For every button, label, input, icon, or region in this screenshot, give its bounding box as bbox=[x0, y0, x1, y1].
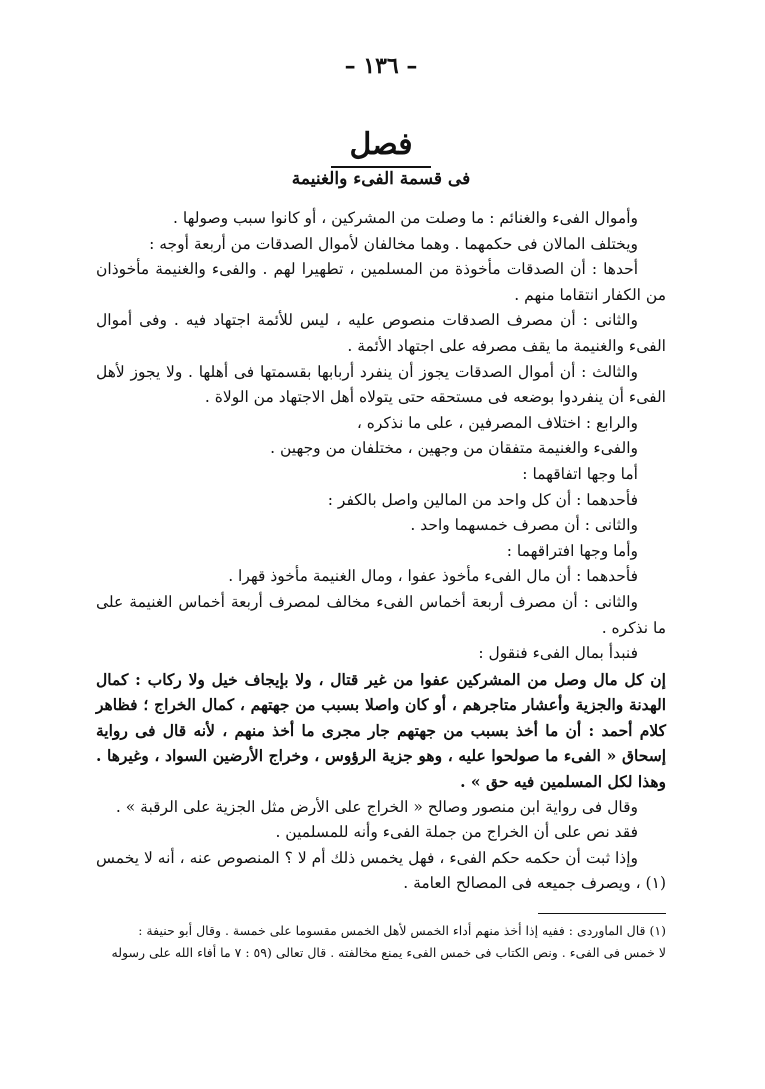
chapter-title bbox=[96, 126, 666, 164]
paragraph: فأحدهما : أن مال الفىء مأخوذ عفوا ، ومال الغنيمة مأخوذ قهرا . bbox=[228, 567, 638, 586]
paragraph: أحدها : أن الصدقات مأخوذة من المسلمين ، تطهيرا لهم . والفىء والغنيمة مأخوذان من الكفار انتقاما منهم . bbox=[96, 260, 666, 304]
paragraph: والثالث : أن أموال الصدقات يجوز أن ينفرد أربابها بقسمتها فى أهلها . ولا يجوز لأهل الفىء أن ينفردوا بوضعه فى مستحقه حتى يتولاه أهل الاجتهاد من الولاة . bbox=[96, 362, 666, 407]
paragraph: والرابع : اختلاف المصرفين ، على ما نذكره ، bbox=[356, 413, 638, 432]
paragraph: وقال فى رواية ابن منصور وصالح « الخراج على الأرض مثل الجزية على الرقبة » . bbox=[115, 797, 638, 816]
footnote-line: لا خمس فى الفىء . ونص الكتاب فى خمس الفىء يمنع مخالفته . قال تعالى (٥٩ : ٧ ما أفاء الله على رسوله bbox=[111, 945, 666, 961]
paragraph: أما وجها اتفاقهما : bbox=[522, 464, 638, 483]
paragraph: وإذا ثبت أن حكمه حكم الفىء ، فهل يخمس ذلك أم لا ؟ المنصوص عنه ، أنه لا يخمس (١) ، ويصرف جميعه فى المصالح العامة . bbox=[96, 848, 666, 893]
paragraph: ويختلف المالان فى حكمهما . وهما مخالفان لأموال الصدقات من أربعة أوجه : bbox=[149, 234, 638, 253]
paragraph: والثانى : أن مصرف أربعة أخماس الفىء مخالف لمصرف أربعة أخماس الغنيمة على ما نذكره . bbox=[96, 592, 666, 637]
paragraph: والفىء والغنيمة متفقان من وجهين ، مختلفان من وجهين . bbox=[270, 439, 638, 458]
body-text bbox=[96, 206, 666, 897]
chapter-subtitle: فى قسمة الفىء والغنيمة bbox=[291, 169, 471, 189]
page-number: – ١٣٦ – bbox=[344, 53, 418, 79]
paragraph: فأحدهما : أن كل واحد من المالين واصل بالكفر : bbox=[327, 490, 638, 509]
page bbox=[96, 40, 666, 1060]
footnote bbox=[96, 920, 666, 964]
chapter-title-text: فصل bbox=[331, 126, 430, 168]
paragraph: وأما وجها افتراقهما : bbox=[506, 541, 638, 560]
paragraph: والثانى : أن مصرف خمسهما واحد . bbox=[410, 516, 638, 535]
paragraph: والثانى : أن مصرف الصدقات منصوص عليه ، ليس للأئمة اجتهاد فيه . وفى أموال الفىء والغنيمة ما يقف مصرفه على اجتهاد الأئمة . bbox=[96, 311, 666, 355]
footnote-divider bbox=[538, 913, 666, 914]
paragraph: فنبدأ بمال الفىء فنقول : bbox=[478, 644, 638, 663]
paragraph: إن كل مال وصل من المشركين عفوا من غير قتال ، ولا بإيجاف خيل ولا ركاب : كمال الهدنة والجزية وأعشار متاجرهم ، أو كان واصلا بسبب من جهتهم ، كمال الخراج ؛ فظاهر كلام أحمد : أن ما أخذ بسبب من جهتهم جار مجرى ما أخذ منهم ، لأنه قال فى رواية إسحاق « الفىء ما صولحوا عليه ، وهو جزية الرؤوس ، وخراج الأرضين السواد ، وغيرها . وهذا لكل المسلمين فيه حق » . bbox=[96, 669, 666, 792]
paragraph: وأموال الفىء والغنائم : ما وصلت من المشركين ، أو كانوا سبب وصولها . bbox=[173, 209, 638, 227]
footnote-line: (١) قال الماوردى : ففيه إذا أخذ منهم أداء الخمس لأهل الخمس مقسوما على خمسة . وقال أبو حنيفة : bbox=[138, 923, 666, 939]
paragraph: فقد نص على أن الخراج من جملة الفىء وأنه للمسلمين . bbox=[275, 823, 638, 842]
